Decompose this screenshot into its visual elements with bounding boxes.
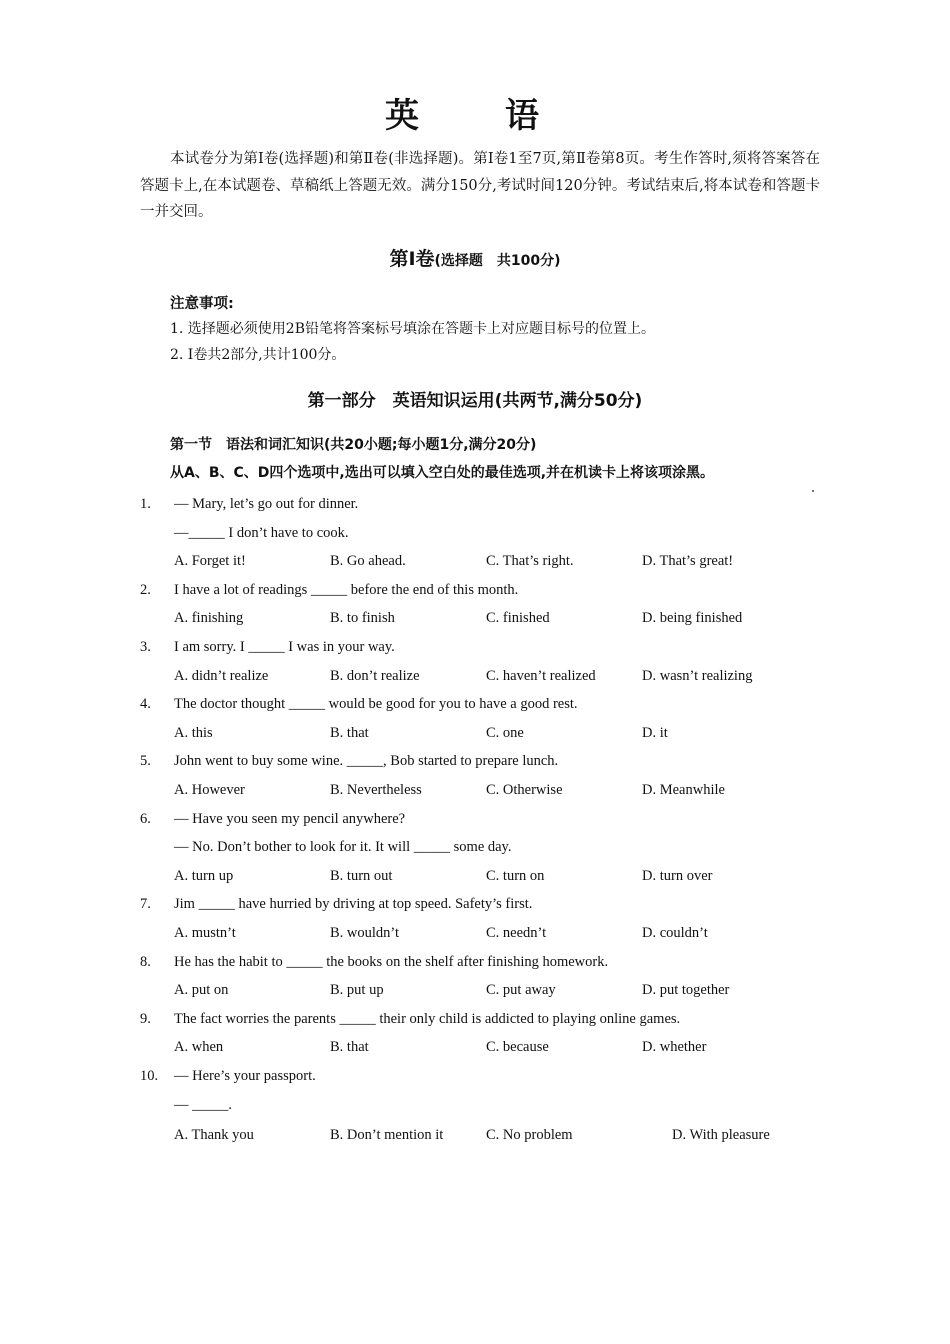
question-stem: — Mary, let’s go out for dinner. xyxy=(174,496,359,512)
part-heading: 第一部分 英语知识运用(共两节,满分50分) xyxy=(307,391,643,411)
answer-option: A. Thank you xyxy=(174,1127,254,1144)
answer-option: C. because xyxy=(486,1039,549,1056)
page-title: 英 语 xyxy=(385,96,565,136)
question-stem: —_____ I don’t have to cook. xyxy=(174,524,349,541)
note-item: 1. 选择题必须使用2B铅笔将答案标号填涂在答题卡上对应题目标号的位置上。 xyxy=(170,321,656,337)
answer-option: C. needn’t xyxy=(486,925,547,941)
answer-option: B. that xyxy=(330,1039,369,1056)
answer-option: A. However xyxy=(174,782,245,798)
answer-option: C. Otherwise xyxy=(486,782,563,798)
question-stem: The doctor thought _____ would be good for you to have a good rest. xyxy=(174,696,578,713)
question-stem: John went to buy some wine. _____, Bob started to prepare lunch. xyxy=(174,753,559,770)
answer-option: C. No problem xyxy=(486,1127,573,1144)
answer-option: A. finishing xyxy=(174,610,244,627)
answer-option: D. couldn’t xyxy=(642,925,708,941)
question-number: 9. xyxy=(140,1010,151,1027)
answer-option: D. wasn’t realizing xyxy=(642,667,753,684)
question-number: 1. xyxy=(140,496,151,512)
answer-option: B. turn out xyxy=(330,867,393,884)
volume-heading-sub: (选择题 共100分) xyxy=(434,253,561,269)
question-number: 10. xyxy=(140,1068,159,1084)
question-stem: I am sorry. I _____ I was in your way. xyxy=(174,639,395,655)
answer-option: A. mustn’t xyxy=(174,925,236,941)
answer-option: D. Meanwhile xyxy=(642,782,725,798)
answer-option: C. That’s right. xyxy=(486,553,574,570)
question-number: 8. xyxy=(140,953,151,970)
volume-heading-main: 第Ⅰ卷 xyxy=(389,248,435,270)
answer-option: A. when xyxy=(174,1039,224,1056)
intro-paragraph: 本试卷分为第Ⅰ卷(选择题)和第Ⅱ卷(非选择题)。第Ⅰ卷1至7页,第Ⅱ卷第8页。考生作答时,须将答案答在答题卡上,在本试题卷、草稿纸上答题无效。满分150分,考试时间120分钟。考试结束后,将本试卷和答题卡一并交回。 xyxy=(140,151,820,220)
question-number: 5. xyxy=(140,753,151,770)
notes-title: 注意事项: xyxy=(170,296,234,312)
question-number: 2. xyxy=(140,581,151,598)
question-stem: The fact worries the parents _____ their only child is addicted to playing online games. xyxy=(174,1010,681,1027)
note-item: 2. Ⅰ卷共2部分,共计100分。 xyxy=(170,347,346,363)
question-number: 3. xyxy=(140,639,151,655)
question-stem: — _____. xyxy=(174,1096,232,1113)
question-number: 7. xyxy=(140,896,151,913)
answer-option: A. this xyxy=(174,724,213,741)
answer-option: D. being finished xyxy=(642,610,743,627)
answer-option: C. haven’t realized xyxy=(486,667,596,684)
instructions: 从A、B、C、D四个选项中,选出可以填入空白处的最佳选项,并在机读卡上将该项涂黑。 xyxy=(170,465,715,481)
answer-option: D. put together xyxy=(642,982,730,999)
answer-option: D. turn over xyxy=(642,867,713,884)
question-stem: Jim _____ have hurried by driving at top speed. Safety’s first. xyxy=(174,896,533,913)
question-number: 4. xyxy=(140,696,151,713)
answer-option: C. turn on xyxy=(486,867,545,884)
volume-heading xyxy=(0,244,950,271)
answer-option: C. one xyxy=(486,724,524,741)
answer-option: C. put away xyxy=(486,982,556,999)
answer-option: A. didn’t realize xyxy=(174,667,269,684)
answer-option: C. finished xyxy=(486,610,550,627)
answer-option: A. put on xyxy=(174,982,229,999)
answer-option: B. don’t realize xyxy=(330,667,420,684)
answer-option: B. that xyxy=(330,724,369,741)
scan-speck xyxy=(812,490,814,492)
question-stem: — Have you seen my pencil anywhere? xyxy=(174,810,406,827)
section-heading: 第一节 语法和词汇知识(共20小题;每小题1分,满分20分) xyxy=(170,437,537,453)
answer-option: B. Don’t mention it xyxy=(330,1127,444,1144)
answer-option: D. it xyxy=(642,724,668,741)
question-stem: — Here’s your passport. xyxy=(174,1068,316,1084)
answer-option: B. Nevertheless xyxy=(330,782,422,798)
question-number: 6. xyxy=(140,810,151,827)
question-stem: He has the habit to _____ the books on the shelf after finishing homework. xyxy=(174,953,609,970)
answer-option: B. to finish xyxy=(330,610,395,627)
question-stem: I have a lot of readings _____ before the end of this month. xyxy=(174,581,519,598)
question-stem: — No. Don’t bother to look for it. It will _____ some day. xyxy=(174,839,512,856)
answer-option: A. turn up xyxy=(174,867,234,884)
answer-option: B. put up xyxy=(330,982,384,999)
answer-option: D. whether xyxy=(642,1039,707,1056)
answer-option: D. That’s great! xyxy=(642,553,734,570)
answer-option: B. Go ahead. xyxy=(330,553,406,570)
answer-option: A. Forget it! xyxy=(174,553,246,570)
answer-option: B. wouldn’t xyxy=(330,925,400,941)
answer-option: D. With pleasure xyxy=(672,1127,770,1144)
